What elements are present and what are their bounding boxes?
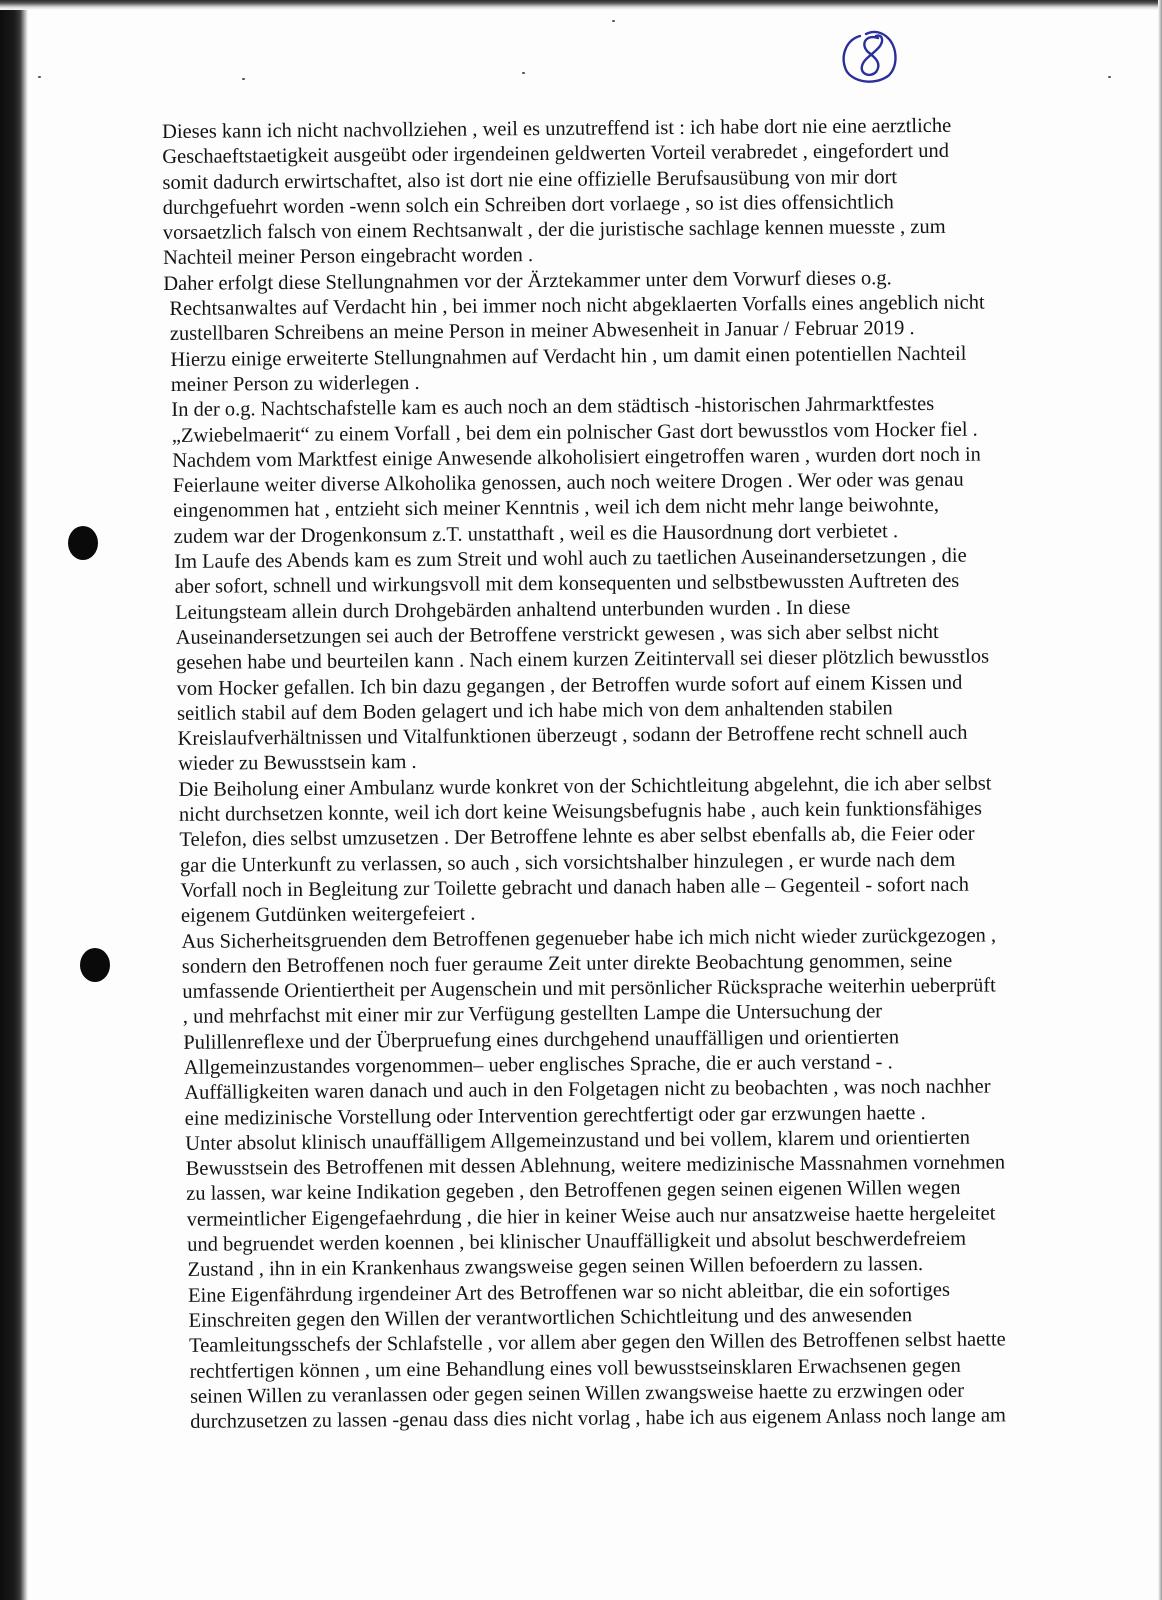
text-line: Kreislaufverhältnissen und Vitalfunktionen überzeugt , sodann der Betroffene recht schnell auch — [177, 721, 968, 751]
text-line: Eine Eigenfährdung irgendeiner Art des Betroffenen war so nicht ableitbar, die ein sofortiges — [188, 1278, 950, 1307]
text-line: Nachdem vom Marktfest einige Anwesende alkoholisiert eingetroffen waren , wurden dort noch in — [172, 443, 981, 472]
text-line: wieder zu Bewusstsein kam . — [177, 751, 417, 776]
text-line: Im Laufe des Abends kam es zum Streit und wohl auch zu taetlichen Auseinandersetzungen , die — [174, 544, 967, 573]
text-line: Auffälligkeiten waren danach und auch in den Folgetagen nicht zu beobachten , was noch nachher — [184, 1075, 991, 1105]
text-line: Feierlaune weiter diverse Alkoholika genossen, auch noch weitere Drogen . Wer oder was genau — [172, 468, 964, 498]
text-line: vom Hocker gefallen. Ich bin dazu gegangen , der Betroffen wurde sofort auf einem Kissen und — [176, 671, 963, 700]
text-line: Bewusstsein des Betroffenen mit dessen Ablehnung, weitere medizinische Massnahmen vornehmen — [185, 1151, 1006, 1181]
circled-number-icon — [838, 26, 902, 90]
text-line: nicht durchsetzen konnte, weil ich dort keine Weisungsbefugnis habe , auch kein funktionsfähiges — [178, 797, 983, 826]
scan-edge-left — [0, 0, 28, 1600]
text-line: umfassende Orientiertheit per Augenschein und mit persönlicher Rücksprache weiterhin ueberprüft — [182, 974, 996, 1003]
text-line: rechtfertigen können , um eine Behandlung eines voll bewusstseinsklaren Erwachsenen gegen — [189, 1354, 961, 1383]
scan-speck — [612, 20, 615, 22]
text-line: Geschaeftstaetigkeit ausgeübt oder irgendeinen geldwerten Vorteil verabredet , eingefordert und — [162, 140, 950, 169]
text-line: seitlich stabil auf dem Boden gelagert und ich habe mich von dem anhaltenden stabilen — [177, 697, 893, 725]
text-line: gar die Unterkunft zu verlassen, so auch , sich vorsichtshalber hinzulegen , er wurde nach dem — [179, 848, 956, 877]
text-line: Dieses kann ich nicht nachvollziehen , weil es unzutreffend ist : ich habe dort nie eine aerztliche — [162, 114, 952, 143]
text-line: Zustand , ihn in ein Krankenhaus zwangsweise gegen seinen Willen befoerdern zu lassen. — [187, 1253, 924, 1282]
text-line: vermeintlicher Eigengefaehrdung , die hier in keiner Weise auch nur ansatzweise haette hergeleitet — [186, 1202, 996, 1231]
text-line: Aus Sicherheitsgruenden dem Betroffenen gegenueber habe ich mich nicht wieder zurückgezogen , — [181, 923, 997, 953]
text-line: eine medizinische Vorstellung oder Intervention gerechtfertigt oder gar erzwungen haette . — [184, 1101, 926, 1130]
text-line: Nachteil meiner Person eingebracht worden . — [163, 244, 534, 270]
text-line: zu lassen, war keine Indikation gegeben , den Betroffenen gegen seinen eigenen Willen wegen — [186, 1177, 961, 1206]
text-line: durchgefuehrt worden -wenn solch ein Schreiben dort vorlaege , so ist dies offensichtlich — [162, 191, 894, 219]
text-line: somit dadurch erwirtschaftet, also ist dort nie eine offizielle Berufsausübung von mir dort — [162, 165, 898, 194]
text-line: , und mehrfachst mit einer mir zur Verfügung gestellten Lampe die Untersuchung der — [182, 1000, 883, 1029]
scan-speck — [522, 72, 525, 74]
text-line: Leitungsteam allein durch Drohgebärden anhaltend unterbunden wurden . In diese — [175, 596, 851, 624]
text-line: vorsaetzlich falsch von einem Rechtsanwalt , der die juristische sachlage kennen muesste , zum — [162, 216, 946, 245]
text-line: aber sofort, schnell und wirkungsvoll mit dem konsequenten und selbstbewussten Auftreten des — [174, 570, 960, 599]
text-line: eingenommen hat , entzieht sich meiner Kenntnis , weil ich dem nicht mehr lange beiwohnte, — [173, 494, 940, 523]
text-line: Hierzu einige erweiterte Stellungnahmen auf Verdacht hin , um damit einen potentiellen Nachteil — [170, 342, 967, 371]
text-line: gesehen habe und beurteilen kann . Nach einem kurzen Zeitintervall sei dieser plötzlich bewusstlos — [176, 645, 990, 675]
text-line: Vorfall noch in Begleitung zur Toilette gebracht und danach haben alle – Gegenteil - sofort nach — [180, 873, 970, 902]
punch-hole-lower — [80, 948, 110, 982]
text-line: durchzusetzen zu lassen -genau dass dies nicht vorlag , habe ich aus eigenem Anlass noch lange am — [190, 1404, 1007, 1433]
text-line: Rechtsanwaltes auf Verdacht hin , bei immer noch nicht abgeklaerten Vorfalls eines angeblich nicht — [169, 291, 985, 321]
text-line: Pulillenreflexe und der Überpruefung eines durchgehend unauffälligen und orientierten — [183, 1025, 900, 1054]
text-line: Einschreiten gegen den Willen der verantwortlichen Schichtleitung und des anwesenden — [188, 1304, 913, 1332]
text-line: Die Beiholung einer Ambulanz wurde konkret von der Schichtleitung abgelehnt, die ich aber selbst — [178, 772, 992, 801]
scan-speck — [38, 76, 41, 78]
text-line: eigenem Gutdünken weitergefeiert . — [180, 902, 476, 928]
text-line: In der o.g. Nachtschafstelle kam es auch noch an dem städtisch -historischen Jahrmarktfestes — [171, 393, 935, 422]
text-line: Telefon, dies selbst umzusetzen . Der Betroffene lehnte es aber selbst ebenfalls ab, die Feier oder — [179, 822, 975, 852]
scan-speck — [1108, 76, 1111, 78]
text-line: Auseinandersetzungen sei auch der Betroffene verstrickt gewesen , was sich aber selbst nicht — [175, 620, 939, 649]
text-line: und begruendet werden koennen , bei klinischer Unauffälligkeit und absolut beschwerdefreiem — [187, 1227, 967, 1256]
text-line: Unter absolut klinisch unauffälligem Allgemeinzustand und bei vollem, klarem und orientierten — [185, 1126, 970, 1155]
text-line: sondern den Betroffenen noch fuer geraume Zeit unter direkte Beobachtung genommen, seine — [181, 949, 953, 978]
text-line: Daher erfolgt diese Stellungnahmen vor der Ärztekammer unter dem Vorwurf dieses o.g. — [163, 267, 892, 295]
handwritten-page-number — [838, 26, 902, 90]
text-line: Allgemeinzustandes vorgenommen– ueber englisches Sprache, die er auch verstand - . — [183, 1051, 893, 1079]
scan-edge-right — [1158, 0, 1162, 1600]
scan-edge-top — [0, 0, 1162, 10]
text-line: zudem war der Drogenkonsum z.T. unstatthaft , weil es die Hausordnung dort verbietet . — [173, 519, 899, 548]
punch-hole-upper — [68, 526, 98, 560]
text-line: meiner Person zu widerlegen . — [170, 371, 420, 396]
scan-speck — [242, 78, 245, 80]
text-line: „Zwiebelmaerit“ zu einem Vorfall , bei dem ein polnischer Gast dort bewusstlos vom Hocker fiel . — [171, 418, 978, 447]
text-line: Teamleitungsschefs der Schlafstelle , vor allem aber gegen den Willen des Betroffenen selbst haette — [188, 1328, 1006, 1358]
text-line: seinen Willen zu veranlassen oder gegen seinen Willen zwangsweise haette zu erzwingen oder — [189, 1379, 965, 1408]
text-line: zustellbaren Schreibens an meine Person in meiner Abwesenheit in Januar / Februar 2019 . — [169, 317, 915, 346]
letter-body-text — [162, 113, 1072, 1435]
